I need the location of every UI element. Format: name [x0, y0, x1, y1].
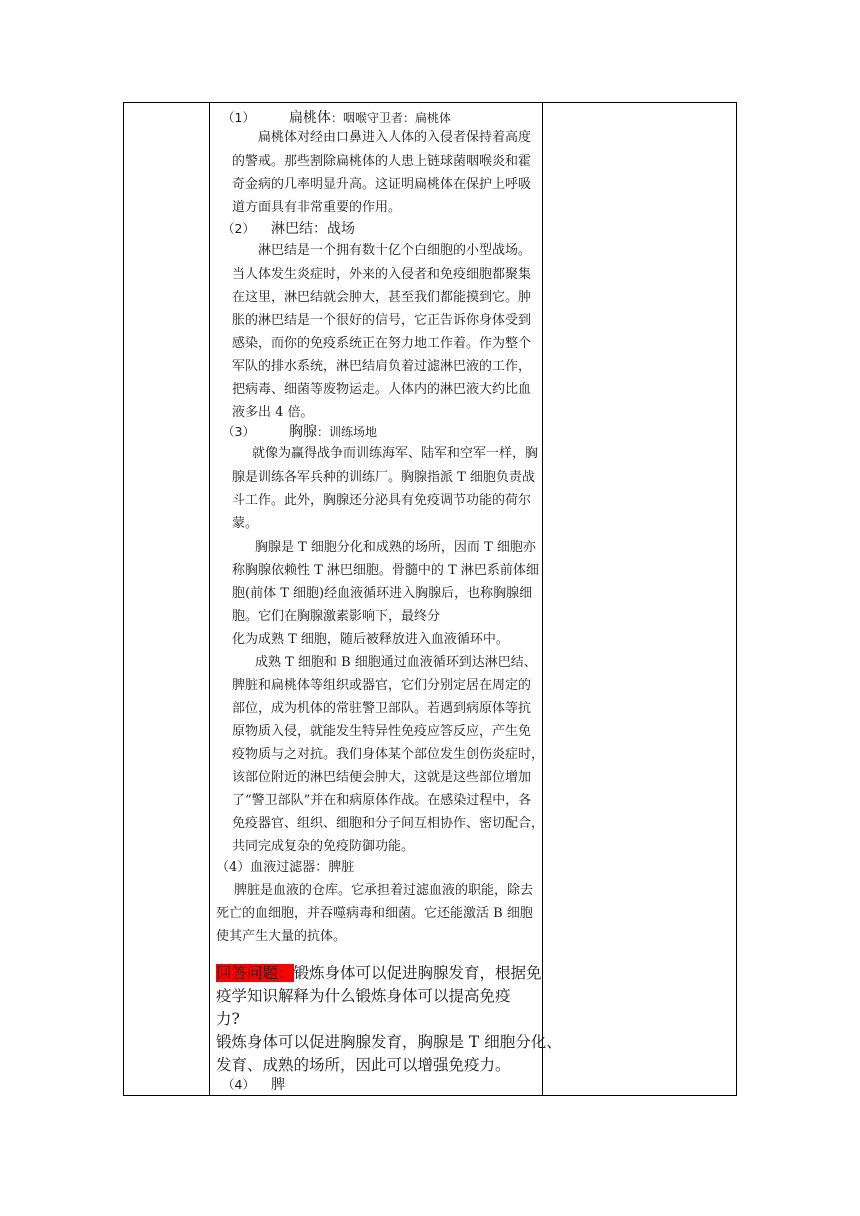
- section3-line: 斗工作。此外，胸腺还分泌具有免疫调节功能的荷尔: [232, 493, 532, 508]
- section3-line: 共同完成复杂的免疫防御功能。: [232, 839, 415, 854]
- section3-line: 胞(前体 T 细胞)经血液循环进入胸腺后，也称胸腺细: [232, 586, 533, 601]
- column-divider-right: [542, 103, 543, 1095]
- section3-heading: [222, 424, 377, 441]
- section5-number: （4）: [222, 1077, 255, 1092]
- section5-title: 脾: [270, 1077, 285, 1093]
- section3-line: 免疫器官、组织、细胞和分子间互相协作、密切配合，: [232, 816, 545, 831]
- question-text: 锻炼身体可以促进胸腺发育，根据免: [293, 964, 542, 982]
- section1-title: 扁桃体: [288, 110, 331, 126]
- question-tag: 回答问题：: [216, 964, 294, 982]
- answer-line: 锻炼身体可以促进胸腺发育，胸腺是 T 细胞分化、: [216, 1033, 562, 1051]
- section2-line: 在这里，淋巴结就会肿大，甚至我们都能摸到它。肿: [232, 290, 532, 305]
- section3-line: 就像为赢得战争而训练海军、陆军和空军一样，胸: [252, 446, 539, 461]
- section3-line: 脾脏和扁桃体等组织或器官，它们分别定居在周定的: [232, 678, 532, 693]
- section3-line: 成熟 T 细胞和 B 细胞通过血液循环到达淋巴结、: [255, 655, 537, 670]
- question-line: [216, 964, 542, 982]
- section3-line: 胞。它们在胸腺激素影响下，最终分: [232, 609, 441, 624]
- section3-subtitle: ：训练场地: [316, 425, 377, 439]
- section3-line: 胸腺是 T 细胞分化和成熟的场所，因而 T 细胞亦: [255, 540, 536, 555]
- section5-heading: [222, 1077, 285, 1094]
- section1-line: 的警戒。那些割除扁桃体的人患上链球菌咽喉炎和霍: [232, 154, 532, 169]
- section3-line: 部位，成为机体的常驻警卫部队。若遇到病原体等抗: [232, 701, 532, 716]
- section2-line: 把病毒、细菌等废物运走。人体内的淋巴液大约比血: [232, 382, 532, 397]
- section3-number: （3）: [222, 424, 255, 439]
- section3-line: 蒙。: [232, 516, 259, 531]
- question-line: 力?: [216, 1010, 240, 1028]
- section3-line: 该部位附近的淋巴结便会肿大，这就是这些部位增加: [232, 770, 532, 785]
- question-line: 疫学知识解释为什么锻炼身体可以提高免疫: [216, 987, 511, 1005]
- section4-line: 使其产生大量的抗体。: [216, 929, 347, 944]
- section2-line: 淋巴结是一个拥有数十亿个白细胞的小型战场。: [258, 243, 532, 258]
- section4-line: 死亡的血细胞，并吞噬病毒和细菌。它还能激活 B 细胞: [216, 906, 533, 921]
- section2-number: （2）: [222, 221, 255, 236]
- answer-line: 发育、成熟的场所，因此可以增强免疫力。: [216, 1056, 511, 1074]
- section3-line: 了“警卫部队”并在和病原体作战。在感染过程中，各: [232, 793, 532, 808]
- section1-subtitle: ：咽喉守卫者：扁桃体: [330, 111, 451, 125]
- section4-heading: （4）血液过滤器：脾脏: [216, 860, 355, 875]
- section1-line: 奇金病的几率明显升高。这证明扁桃体在保护上呼吸: [232, 177, 532, 192]
- section3-line: 原物质入侵，就能发生特异性免疫应答反应，产生免: [232, 724, 532, 739]
- section2-line: 军队的排水系统，淋巴结肩负着过滤淋巴液的工作，: [232, 359, 532, 374]
- section3-title: 胸腺: [288, 424, 317, 440]
- section2-title: 淋巴结：战场: [270, 221, 355, 237]
- section3-line: 称胸腺依赖性 T 淋巴细胞。骨髓中的 T 淋巴系前体细: [232, 563, 539, 578]
- section1-number: （1）: [222, 110, 255, 125]
- section4-line: 脾脏是血液的仓库。它承担着过滤血液的职能，除去: [234, 883, 534, 898]
- section2-line: 感染，而你的免疫系统正在努力地工作着。作为整个: [232, 336, 532, 351]
- section3-line: 腺是训练各军兵种的训练厂。胸腺指派 T 细胞负责战: [232, 470, 535, 485]
- section2-line: 当人体发生炎症时，外来的入侵者和免疫细胞都聚集: [232, 267, 532, 282]
- section1-line: 道方面具有非常重要的作用。: [232, 200, 402, 215]
- section3-line: 化为成熟 T 细胞，随后被释放进入血液循环中。: [232, 632, 509, 647]
- section1-line: 扁桃体对经由口鼻进入人体的入侵者保持着高度: [258, 130, 532, 145]
- section2-heading: [222, 221, 355, 238]
- section3-line: 疫物质与之对抗。我们身体某个部位发生创伤炎症时，: [232, 747, 545, 762]
- section1-heading: [222, 110, 451, 127]
- section2-line: 液多出 4 倍。: [232, 405, 314, 420]
- section2-line: 胀的淋巴结是一个很好的信号，它正告诉你身体受到: [232, 313, 532, 328]
- column-divider-left: [209, 103, 210, 1095]
